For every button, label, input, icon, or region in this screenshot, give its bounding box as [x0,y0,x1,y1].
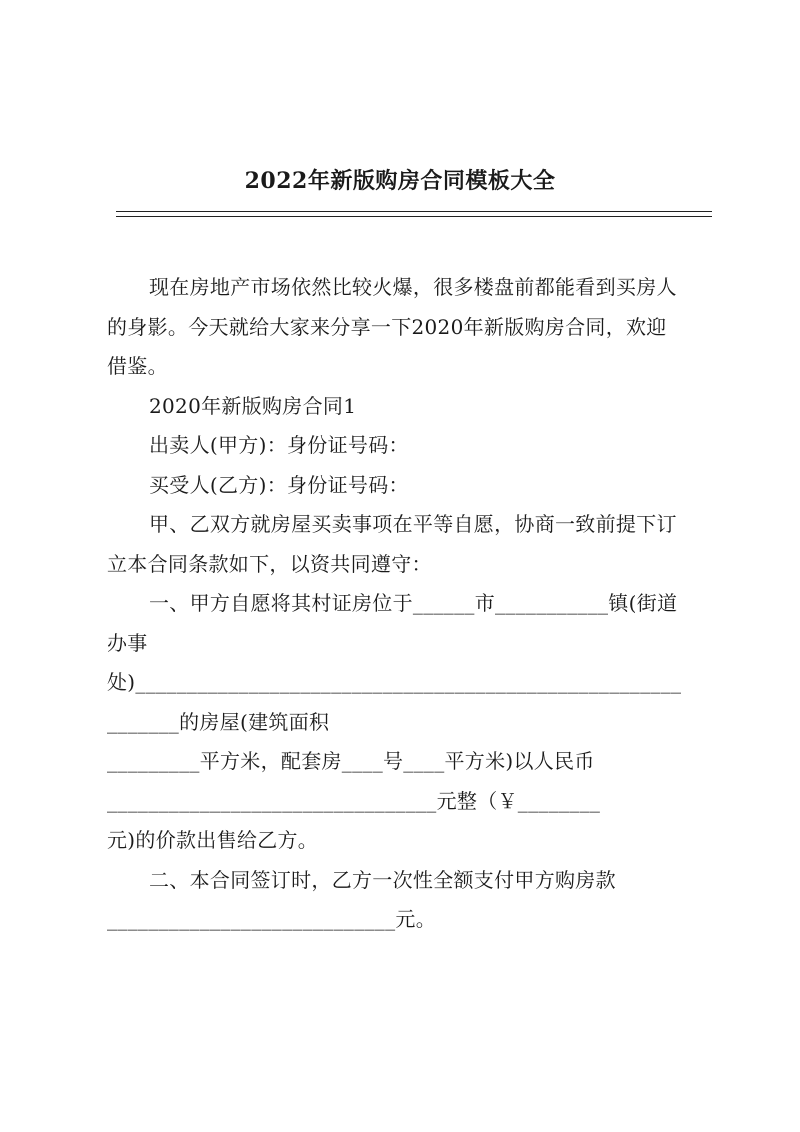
paragraph-line: 现在房地产市场依然比较火爆，很多楼盘前都能看到买房人 [149,275,677,299]
document-body [107,268,717,940]
paragraph-line: 立本合同条款如下，以资共同遵守： [107,551,432,576]
paragraph-line: 二、本合同签订时，乙方一次性全额支付甲方购房款 [149,867,616,892]
paragraph-line: ________________________________元整（￥________ [107,788,601,813]
paragraph-line: 借鉴。 [107,354,168,378]
title-rule-bottom [116,216,712,217]
title-rule-top [116,211,712,212]
paragraph-line: ____________________________元。 [107,907,436,931]
paragraph-line: 甲、乙双方就房屋买卖事项在平等自愿，协商一致前提下订 [149,512,677,536]
paragraph-line: _______的房屋(建筑面积 [107,709,330,734]
paragraph-line: 处)_____________________________________________________ [107,670,682,694]
paragraph-line: 办事 [107,630,148,655]
paragraph-line: _________平方米，配套房____号____平方米)以人民币 [107,749,595,773]
paragraph-line: 出卖人(甲方)：身份证号码： [149,433,409,457]
paragraph-line: 买受人(乙方)：身份证号码： [149,472,409,497]
document-title: 2022年新版购房合同模板大全 [244,168,556,194]
paragraph-line: 一、甲方自愿将其村证房位于______市___________镇(街道 [149,591,678,615]
paragraph-line: 元)的价款出售给乙方。 [107,828,319,852]
paragraph-line: 2020年新版购房合同1 [149,393,357,418]
paragraph-line: 的身影。今天就给大家来分享一下2020年新版购房合同，欢迎 [107,314,667,339]
